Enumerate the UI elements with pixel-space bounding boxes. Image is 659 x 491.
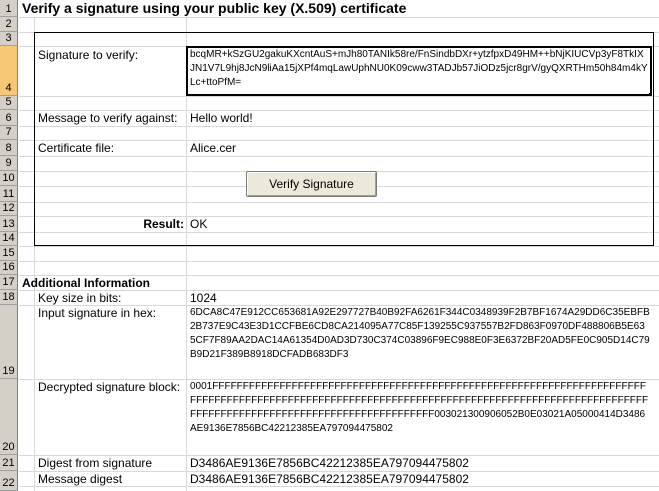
row-header[interactable]: 19 <box>0 305 18 379</box>
digest-from-signature-label: Digest from signature <box>38 456 153 470</box>
message-digest-label: Message digest <box>38 472 123 486</box>
verify-signature-button[interactable]: Verify Signature <box>246 171 377 197</box>
row-header[interactable]: 11 <box>0 186 18 202</box>
row-header[interactable]: 1 <box>0 0 18 17</box>
row-header[interactable]: 21 <box>0 455 18 471</box>
additional-info-heading: Additional Information <box>22 276 150 290</box>
row-header[interactable]: 2 <box>0 17 18 32</box>
row-header[interactable]: 7 <box>0 126 18 140</box>
keysize-value: 1024 <box>190 291 217 305</box>
row-header[interactable]: 13 <box>0 216 18 232</box>
row-header[interactable]: 18 <box>0 290 18 305</box>
row-header[interactable]: 6 <box>0 110 18 126</box>
row-header[interactable]: 5 <box>0 96 18 110</box>
decrypted-block-value: 0001FFFFFFFFFFFFFFFFFFFFFFFFFFFFFFFFFFFFFFFFFFFFFFFFFFFFFFFFFFFFFFFFFFFFFFFFFFFFFFFFFFFFFFFFFFFFFFFFFFFFFFFFFFFFFFFFFFFFFFFFFFFFFFFFFFFFFFFFFFFFFFFFFFFFFFFFFFFFFFFFFFFFFFFFFFFFFFFFFFFFFFFFFF003021300906052B0E03021A05000414D3486AE9136E7856BC42212385EA797094475802 <box>190 381 649 434</box>
certificate-label: Certificate file: <box>38 141 115 155</box>
digest-from-signature-value: D3486AE9136E7856BC42212385EA797094475802 <box>190 456 469 470</box>
row-header[interactable]: 16 <box>0 261 18 275</box>
fill-handle[interactable] <box>648 92 652 96</box>
certificate-value[interactable]: Alice.cer <box>190 141 237 155</box>
message-digest-value: D3486AE9136E7856BC42212385EA797094475802 <box>190 472 469 486</box>
message-label: Message to verify against: <box>38 111 178 125</box>
input-signature-value: 6DCA8C47E912CC653681A92E297727B40B92FA6261F344C0348939F2B7BF1674A29DD6C35EBFB2B737E9C43E3D1CCFBE6CD8CA214095A77C85F139255C937557B2FD863F0970DF488806B5E635CF7F89AA2DAC14A61354D0AD3D730C374C03896F9EC988E0F3E6372BF20AD5FE0C905D14C79B9D21F389B8918DCFADB683DF3 <box>190 307 650 360</box>
row-header[interactable]: 20 <box>0 379 18 455</box>
row-header[interactable]: 3 <box>0 32 18 46</box>
signature-input[interactable] <box>186 46 652 96</box>
row-header[interactable]: 17 <box>0 275 18 290</box>
signature-value: bcqMR+kSzGU2gakuKXcntAuS+mJh80TANIk58re/FnSindbDXr+ytzfpxD49HM++bNjKIUCVp3yF8TkIXJN1V7L9hj8JcN9liAa15jXPf4mqLawUphNU0K09cww3TADJb57JiODz5jcr8grV/gyQXRTHm50h84m4kYLc+ttoPfM= <box>190 49 648 88</box>
row-header[interactable]: 10 <box>0 171 18 186</box>
row-header-active[interactable]: 4 <box>0 46 18 96</box>
row-header[interactable]: 14 <box>0 232 18 246</box>
page-title: Verify a signature using your public key (X.509) certificate <box>22 0 407 16</box>
decrypted-block-label: Decrypted signature block: <box>38 380 181 394</box>
keysize-label: Key size in bits: <box>38 291 122 305</box>
row-header[interactable]: 15 <box>0 246 18 261</box>
signature-label: Signature to verify: <box>38 48 139 62</box>
row-header[interactable]: 8 <box>0 140 18 156</box>
input-signature-label: Input signature in hex: <box>38 306 157 320</box>
row-header[interactable]: 12 <box>0 202 18 216</box>
message-value[interactable]: Hello world! <box>190 111 253 125</box>
row-header[interactable]: 9 <box>0 156 18 171</box>
result-value: OK <box>190 217 208 231</box>
result-label: Result: <box>143 217 184 231</box>
row-header[interactable]: 22 <box>0 471 18 491</box>
